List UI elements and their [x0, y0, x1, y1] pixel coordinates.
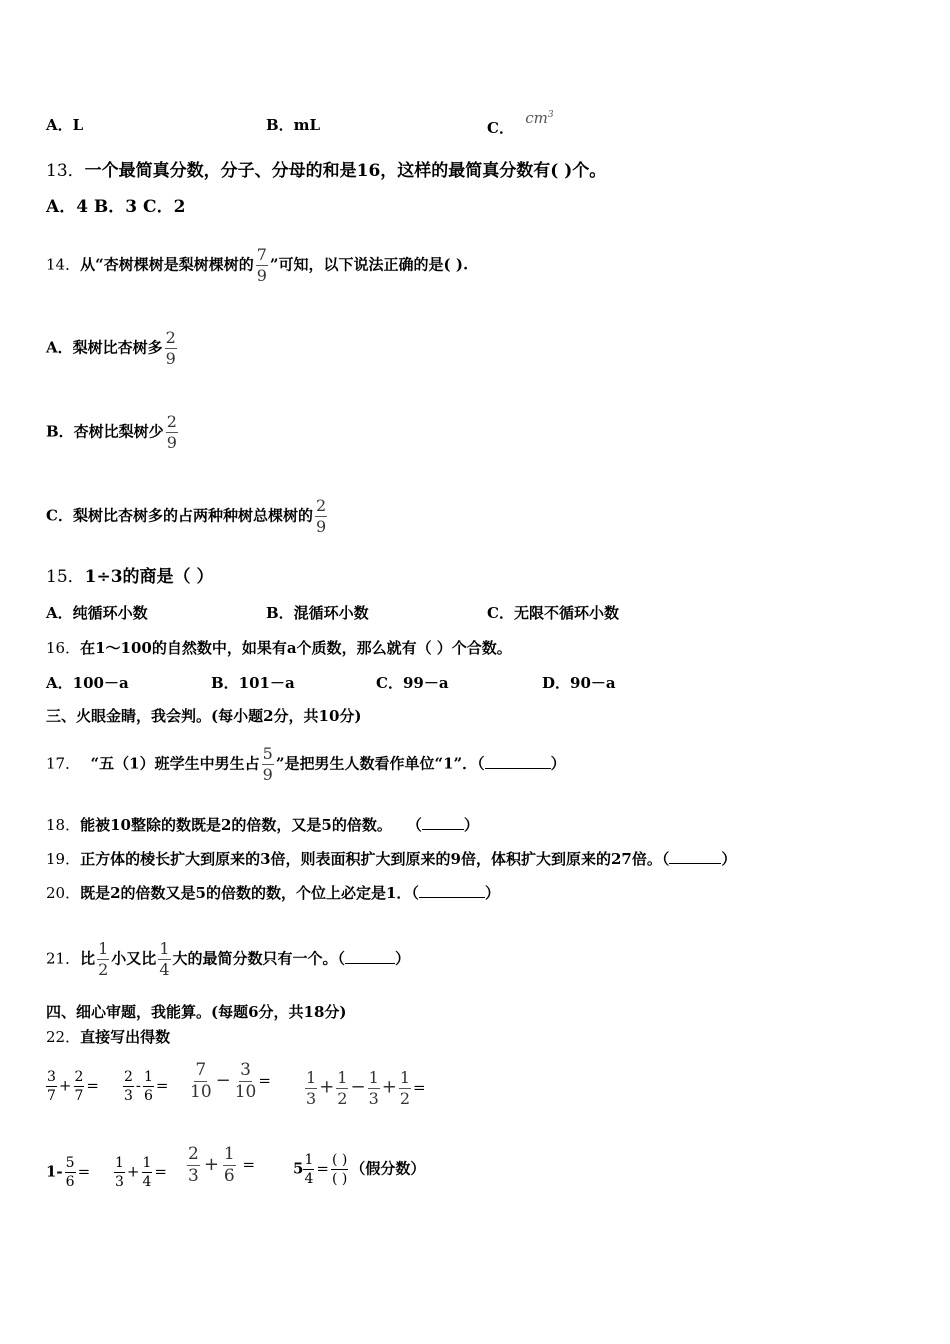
fraction: $\frac{1}{6}$: [223, 1144, 235, 1186]
fraction: $\frac{1}{6}$: [144, 1069, 153, 1104]
calc-r1c1: $\frac{3}{7}$ + $\frac{2}{7}$ =: [47, 1069, 99, 1104]
fraction-2-9: $\frac{2}{9}$: [166, 412, 177, 452]
q18-stem: 18．能被10整除的数既是2的倍数，又是5的倍数。 （ ）: [46, 816, 479, 834]
q12-option-c-label: C．: [487, 119, 514, 137]
fraction: $\frac{5}{6}$: [65, 1155, 75, 1190]
fraction: $\frac{3}{10}$: [234, 1060, 257, 1102]
fraction: $\frac{2}{3}$: [124, 1069, 133, 1104]
fraction: $\frac{1}{3}$: [115, 1155, 124, 1190]
calc-r2c4: 5 $\frac{1}{4}$ = $\frac{( )}{( )}$ （假分数）: [293, 1152, 426, 1187]
fraction-2-9: $\frac{2}{9}$: [315, 496, 327, 536]
section-3-heading: 三、火眼金睛，我会判。(每小题2分，共10分): [46, 707, 362, 725]
q16-stem: 16．在1～100的自然数中，如果有a个质数，那么就有（ ）个合数。: [46, 639, 512, 657]
fraction-7-9: $\frac{7}{9}$: [256, 245, 267, 285]
q12-option-a: A．L: [46, 116, 84, 134]
fraction-2-9: $\frac{2}{9}$: [165, 328, 176, 368]
calc-r2c3: $\frac{2}{3}$ + $\frac{1}{6}$ =: [188, 1144, 256, 1186]
q17-stem: 17． “五（1）班学生中男生占 $\frac{5}{9}$ ”是把男生人数看作单位“1”．（ ）: [46, 744, 566, 784]
answer-blank[interactable]: [345, 949, 395, 964]
answer-blank[interactable]: [485, 754, 551, 769]
fraction: $\frac{1}{3}$: [306, 1068, 317, 1108]
answer-blank[interactable]: [669, 849, 721, 864]
q12-option-c: [487, 109, 554, 138]
fraction: $\frac{1}{3}$: [368, 1068, 379, 1108]
cm3-unit: $cm^3$: [525, 109, 554, 127]
calc-r2c1: 1- $\frac{5}{6}$ =: [46, 1155, 91, 1190]
q16-option-b: B．101－a: [211, 674, 295, 692]
q21-stem: 21．比 $\frac{1}{2}$ 小又比 $\frac{1}{4}$ 大的最简分数只有一个。（ ）: [46, 939, 411, 979]
fraction: $\frac{2}{3}$: [188, 1144, 199, 1186]
q14-option-a: A．梨树比杏树多 $\frac{2}{9}$: [46, 328, 176, 368]
answer-blank[interactable]: [419, 883, 485, 898]
q20-stem: 20．既是2的倍数又是5的倍数的数，个位上必定是1．（ ）: [46, 884, 500, 902]
q15-option-c: C．无限不循环小数: [487, 604, 619, 622]
answer-blank[interactable]: [422, 815, 464, 830]
section-4-heading: 四、细心审题，我能算。(每题6分，共18分): [46, 1003, 347, 1021]
answer-fraction-blank[interactable]: $\frac{( )}{( )}$: [331, 1152, 348, 1187]
fraction-5-9: $\frac{5}{9}$: [262, 744, 273, 784]
fraction: $\frac{1}{4}$: [142, 1155, 152, 1190]
q16-option-a: A．100－a: [46, 674, 129, 692]
q22-stem: 22．直接写出得数: [46, 1028, 171, 1046]
q16-option-d: D．90－a: [542, 674, 616, 692]
q15-stem: 15．1÷3的商是（ ）: [46, 567, 214, 587]
fraction-1-2: $\frac{1}{2}$: [98, 939, 109, 979]
q14-stem: 14．从“杏树棵树是梨树棵树的 $\frac{7}{9}$ ”可知，以下说法正确的是( ).: [46, 245, 469, 285]
q12-option-b: B．mL: [266, 116, 321, 134]
calc-r1c2: $\frac{2}{3}$ - $\frac{1}{6}$ =: [124, 1069, 169, 1104]
calc-r1c3: $\frac{7}{10}$ − $\frac{3}{10}$ =: [190, 1060, 271, 1102]
calc-r2c2: $\frac{1}{3}$ + $\frac{1}{4}$ =: [115, 1155, 167, 1190]
q15-option-a: A．纯循环小数: [46, 604, 148, 622]
fraction: $\frac{2}{7}$: [74, 1069, 84, 1104]
calc-r1c4: $\frac{1}{3}$ + $\frac{1}{2}$ − $\frac{1}{3}$ + $\frac{1}{2}$ =: [306, 1068, 426, 1108]
q14-option-c: C．梨树比杏树多的占两种种树总棵树的 $\frac{2}{9}$: [46, 496, 327, 536]
q13-options: A．4 B．3 C．2: [46, 197, 186, 217]
fraction-1-4: $\frac{1}{4}$: [159, 939, 170, 979]
fraction: $\frac{1}{2}$: [337, 1068, 348, 1108]
fraction: $\frac{3}{7}$: [47, 1069, 56, 1104]
improper-fraction-note: （假分数）: [350, 1159, 426, 1178]
q14-option-b: B．杏树比梨树少 $\frac{2}{9}$: [46, 412, 177, 452]
q13-stem: 13．一个最简真分数，分子、分母的和是16，这样的最简真分数有( )个。: [46, 161, 607, 181]
fraction: $\frac{1}{4}$: [304, 1152, 314, 1187]
q16-option-c: C．99－a: [376, 674, 449, 692]
fraction: $\frac{7}{10}$: [190, 1060, 212, 1102]
fraction: $\frac{1}{2}$: [399, 1068, 411, 1108]
q19-stem: 19．正方体的棱长扩大到原来的3倍，则表面积扩大到原来的9倍，体积扩大到原来的27倍。（ ）: [46, 850, 737, 868]
q15-option-b: B．混循环小数: [266, 604, 369, 622]
